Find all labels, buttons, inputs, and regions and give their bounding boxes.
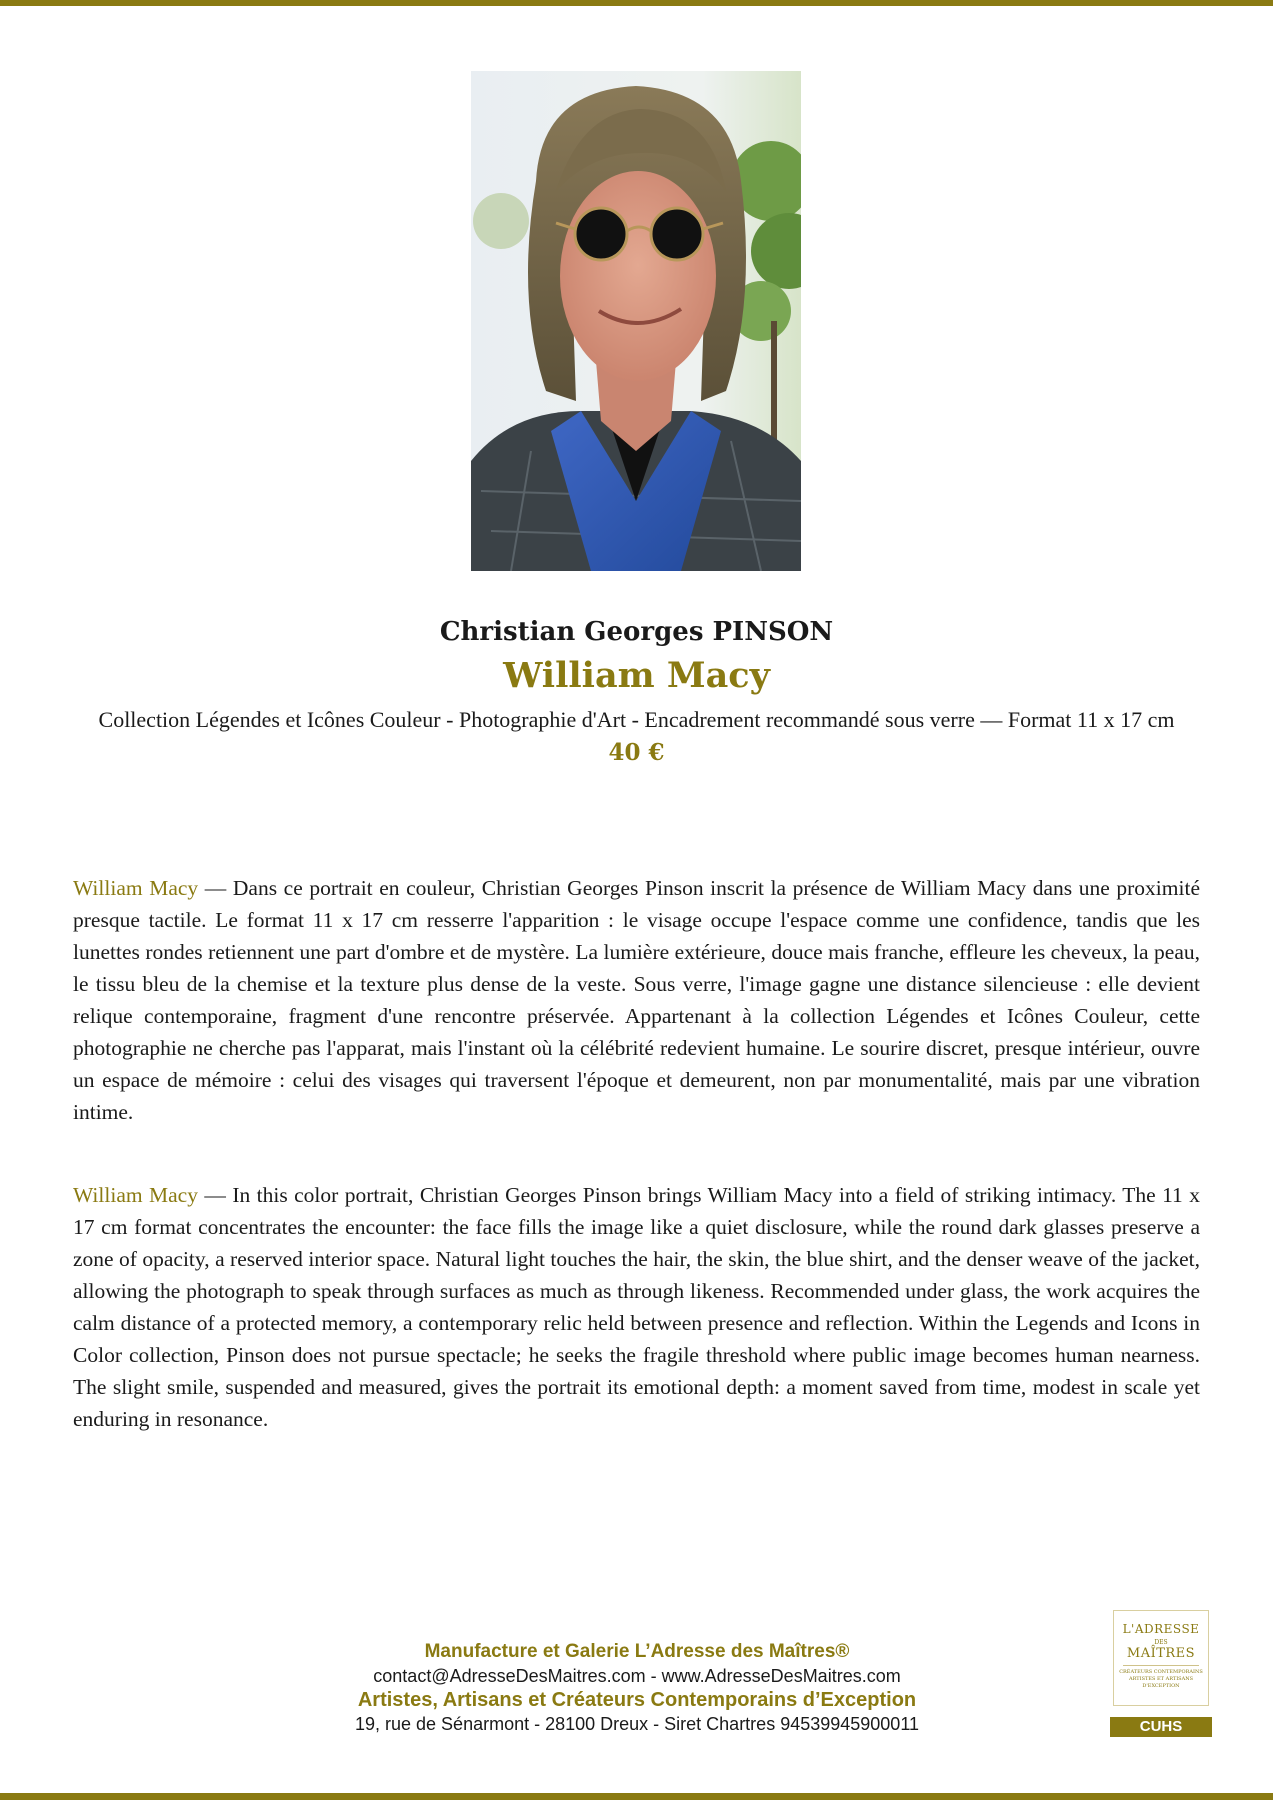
- description-english: [73, 1179, 1200, 1435]
- logo-line-2: DES: [1154, 1639, 1168, 1646]
- portrait-photo: [471, 71, 801, 571]
- footer-contact: contact@AdresseDesMaitres.com - www.AdresseDesMaitres.com: [373, 1666, 901, 1686]
- gallery-logo: [1113, 1610, 1209, 1706]
- artwork-title: William Macy: [503, 655, 770, 696]
- logo-badge: CUHS: [1110, 1717, 1212, 1737]
- logo-line-3: MAÎTRES: [1126, 1646, 1196, 1661]
- description-french-lead: William Macy: [73, 876, 199, 900]
- footer-address: 19, rue de Sénarmont - 28100 Dreux - Siret Chartres 94539945900011: [354, 1714, 920, 1734]
- artwork-header: [60, 612, 1213, 770]
- artwork-subtitle: Collection Légendes et Icônes Couleur - Photographie d'Art - Encadrement recommandé sous verre — Format 11 x 17 cm: [98, 707, 1175, 732]
- description-english-text: — In this color portrait, Christian Georges Pinson brings William Macy into a field of striking intimacy. The 11 x 17 cm format concentrates the encounter: the face fills the image like a quiet disclosure, while the round dark glasses preserve a zone of opacity, a reserved interior space. Natural light touches the hair, the skin, the blue shirt, and the denser weave of the jacket, allowing the photograph to speak through surfaces as much as through likeness. Recommended under glass, the work acquires the calm distance of a protected memory, a contemporary relic held between presence and reflection. Within the Legends and Icons in Color collection, Pinson does not pursue spectacle; he seeks the fragile threshold where public image becomes human nearness. The slight smile, suspended and measured, gives the portrait its emotional depth: a moment saved from time, modest in scale yet enduring in resonance.: [73, 1183, 1200, 1431]
- description-french: [73, 872, 1200, 1128]
- footer-company: Manufacture et Galerie L’Adresse des Maîtres®: [424, 1641, 850, 1662]
- description-french-text: — Dans ce portrait en couleur, Christian Georges Pinson inscrit la présence de William Macy dans une proximité presque tactile. Le format 11 x 17 cm resserre l'apparition : le visage occupe l'espace comme une confidence, tandis que les lunettes rondes retiennent une part d'ombre et de mystère. La lumière extérieure, douce mais franche, effleure les cheveux, la peau, le tissu bleu de la chemise et la texture plus dense de la veste. Sous verre, l'image gagne une distance silencieuse : elle devient relique contemporaine, fragment d'une rencontre préservée. Appartenant à la collection Légendes et Icônes Couleur, cette photographie ne cherche pas l'apparat, mais l'instant où la célébrité redevient humaine. Le sourire discret, presque intérieur, ouvre un espace de mémoire : celui des visages qui traversent l'époque et demeurent, non par monumentalité, mais par une vibration intime.: [73, 876, 1200, 1124]
- footer: [237, 1640, 1037, 1736]
- bottom-rule: [0, 1793, 1273, 1800]
- logo-line-4: CRÉATEURS CONTEMPORAINS ARTISTES ET ARTISANS D'EXCEPTION: [1119, 1669, 1203, 1689]
- artist-name: Christian Georges PINSON: [439, 617, 834, 647]
- artwork-price: 40 €: [608, 739, 665, 766]
- footer-tagline: Artistes, Artisans et Créateurs Contemporains d’Exception: [357, 1689, 917, 1711]
- logo-divider: [1123, 1665, 1199, 1666]
- description-english-lead: William Macy: [73, 1183, 198, 1207]
- logo-line-1: L'ADRESSE: [1122, 1622, 1200, 1636]
- top-rule: [0, 0, 1273, 6]
